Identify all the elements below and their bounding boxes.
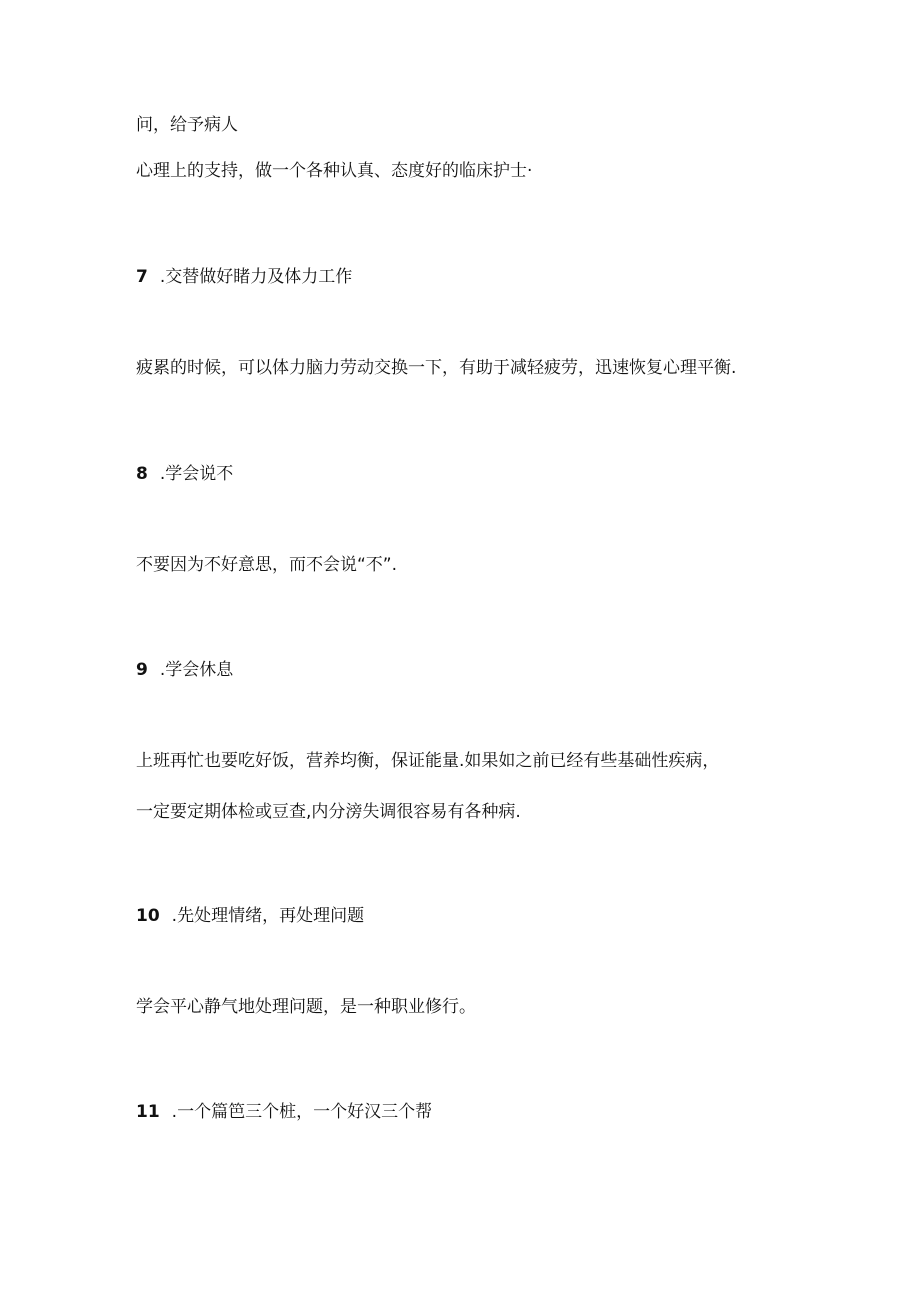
section-heading-11 (136, 1101, 432, 1123)
paragraph-line: 问，给予病人 (136, 115, 238, 135)
section-number: 8 (136, 464, 148, 484)
paragraph-line: 疲累的时候，可以体力脑力劳动交换一下，有助于减轻疲劳，迅速恢复心理平衡. (136, 358, 737, 378)
section-title: .先处理情绪，再处理问题 (171, 906, 365, 926)
paragraph-line: 不要因为不好意思，而不会说“不”. (136, 555, 398, 575)
paragraph-line: 一定要定期体检或豆查,内分滂失调很容易有各种病. (136, 802, 521, 822)
section-title: .学会说不 (159, 464, 234, 484)
paragraph-line: 上班再忙也要吃好饭，营养均衡，保证能量.如果如之前已经有些基础性疾病， (136, 751, 720, 771)
section-number: 11 (136, 1102, 160, 1122)
section-number: 7 (136, 267, 148, 287)
paragraph-line: 心理上的支持，做一个各种认真、态度好的临床护士· (136, 161, 533, 181)
section-title: .一个篇笆三个桩，一个好汉三个帮 (171, 1102, 433, 1122)
section-title: .学会休息 (159, 660, 234, 680)
paragraph-line: 学会平心静气地处理问题，是一种职业修行。 (136, 997, 476, 1017)
section-number: 9 (136, 660, 148, 680)
section-number: 10 (136, 906, 160, 926)
section-heading-10 (136, 905, 364, 927)
section-title: .交替做好睹力及体力工作 (159, 267, 353, 287)
section-heading-8 (136, 463, 233, 485)
section-heading-7 (136, 266, 352, 288)
section-heading-9 (136, 659, 233, 681)
